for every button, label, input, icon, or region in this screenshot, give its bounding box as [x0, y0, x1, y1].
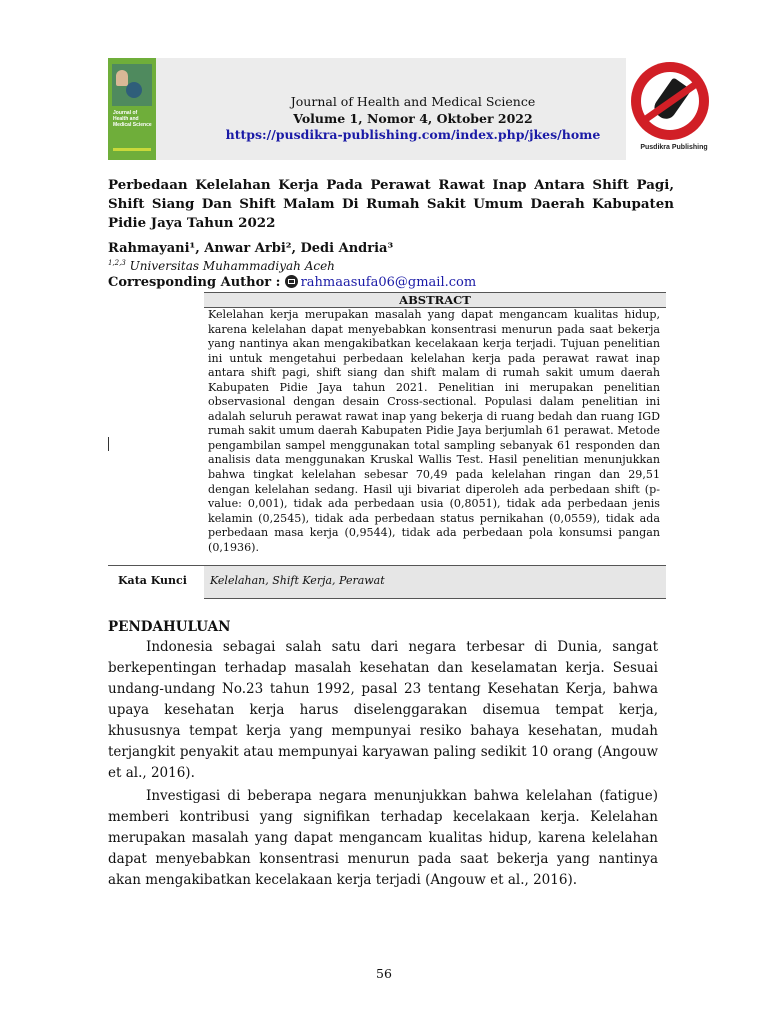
journal-name: Journal of Health and Medical Science	[290, 94, 536, 109]
body-paragraph-1: Indonesia sebagai salah satu dari negara terbesar di Dunia, sangat berkepentingan terhadap masalah kesehatan dan keselamatan kerja. Sesuai undang-undang No.23 tahun 1992, pasal 23 tentang Kesehatan Kerja, bahwa upaya kesehatan kerja harus diselenggarakan disemua tempat kerja, khususnya tempat kerja yang mempunyai resiko bahaya kesehatan, mudah terjangkit penyakit atau mempunyai karyawan paling sedikit 10 orang (Angouw et al., 2016).	[108, 639, 658, 781]
text-cursor	[108, 437, 109, 451]
section-heading: PENDAHULUAN	[108, 619, 231, 635]
journal-url-link[interactable]: https://pusdikra-publishing.com/index.php/jkes/home	[225, 127, 601, 142]
cover-photo	[112, 64, 152, 106]
journal-cover-image	[108, 58, 156, 160]
affiliation-superscript: 1,2,3	[108, 259, 126, 267]
author-affiliation	[108, 259, 335, 273]
journal-header	[108, 58, 722, 160]
affiliation-name: Universitas Muhammadiyah Aceh	[129, 259, 335, 273]
abstract-heading: ABSTRACT	[204, 292, 666, 308]
article-title: Perbedaan Kelelahan Kerja Pada Perawat Rawat Inap Antara Shift Pagi, Shift Siang Dan Shift Malam Di Rumah Sakit Umum Daerah Kabupaten Pidie Jaya Tahun 2022	[108, 177, 674, 231]
publisher-logo	[626, 58, 722, 160]
journal-volume: Volume 1, Nomor 4, Oktober 2022	[293, 110, 533, 126]
publisher-name: Pusdikra Publishing	[640, 144, 708, 151]
cover-title: Journal of Health and Medical Science	[113, 110, 152, 128]
corresponding-author	[108, 275, 476, 290]
author-email-link[interactable]: rahmaasufa06@gmail.com	[300, 275, 477, 290]
body-paragraph-2: Investigasi di beberapa negara menunjukkan bahwa kelelahan (fatigue) memberi kontribusi yang signifikan terhadap kecelakaan kerja. Kelelahan merupakan masalah yang dapat mengancam kualitas hidup, karena kelelahan dapat menyebabkan konsentrasi menurun pada saat bekerja yang nantinya akan mengakibatkan kecelakaan kerja terjadi (Angouw et al., 2016).	[108, 788, 658, 888]
journal-info	[168, 94, 658, 144]
article-authors: Rahmayani¹, Anwar Arbi², Dedi Andria³	[108, 241, 394, 256]
abstract-text: Kelelahan kerja merupakan masalah yang dapat mengancam kualitas hidup, karena kelelahan dapat menyebabkan konsentrasi menurun pada saat bekerja yang nantinya akan mengakibatkan kecelakaan kerja terjadi. Tujuan penelitian ini untuk mengetahui perbedaan kelelahan kerja pada perawat rawat inap antara shift pagi, shift siang dan shift malam di rumah sakit umum daerah Kabupaten Pidie Jaya tahun 2021. Penelitian ini merupakan penelitian observasional dengan desain Cross-sectional. Populasi dalam penelitian ini adalah seluruh perawat rawat inap yang bekerja di ruang bedah dan ruang IGD rumah sakit umum daerah Kabupaten Pidie Jaya berjumlah 61 perawat. Metode pengambilan sampel menggunakan total sampling sebanyak 61 responden dan analisis data menggunakan Kruskal Wallis Test. Hasil penelitian menunjukkan bahwa tingkat kelelahan sebesar 70,49 pada kelelahan ringan dan 29,51 dengan kelelahan sedang. Hasil uji bivariat diperoleh ada perbedaan shift (p-value: 0,001), tidak ada perbedaan usia (0,8051), tidak ada perbedaan jenis kelamin (0,2545), tidak ada perbedaan status pernikahan (0,0559), tidak ada perbedaan masa kerja (0,9544), tidak ada perbedaan pola konsumsi pangan (0,1936).	[208, 308, 660, 554]
abstract-box	[108, 292, 666, 598]
mail-icon	[285, 275, 298, 288]
corresponding-label: Corresponding Author :	[108, 275, 281, 290]
page-number: 56	[376, 966, 392, 981]
keywords-value: Kelelahan, Shift Kerja, Perawat	[210, 574, 385, 587]
keywords-label: Kata Kunci	[118, 574, 187, 587]
keywords-cell	[204, 566, 666, 599]
